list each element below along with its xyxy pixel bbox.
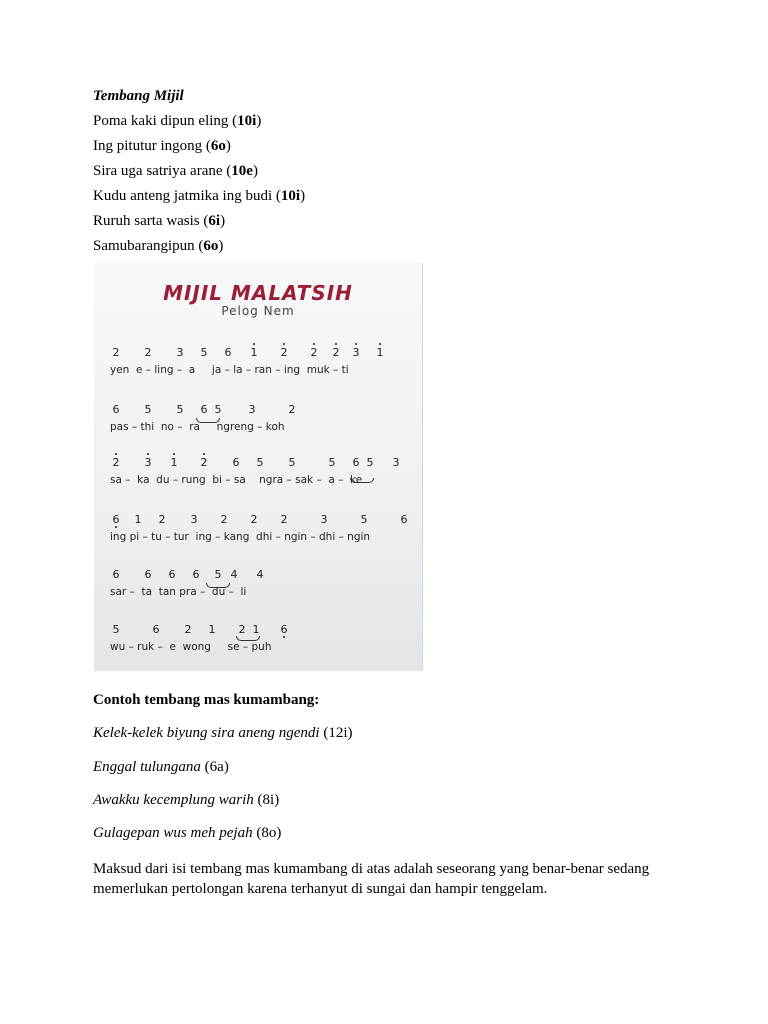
lyric-line: ing pi – tu – tur ing – kang dhi – ngin – dhi – ngin bbox=[110, 531, 371, 543]
notation-digit: 2 bbox=[158, 513, 166, 526]
notation-figure bbox=[94, 263, 423, 671]
notation-digit: 1 bbox=[208, 623, 216, 636]
verse-line: Ing pitutur ingong (6o) bbox=[93, 138, 231, 154]
notation-digit: 1 bbox=[248, 346, 260, 359]
notation-digit: 5 bbox=[288, 456, 296, 469]
verse-line: Ruruh sarta wasis (6i) bbox=[93, 213, 226, 229]
notation-digit: 2 bbox=[308, 346, 320, 359]
notation-digit: 6 bbox=[400, 513, 408, 526]
notation-digit: 2 bbox=[184, 623, 192, 636]
notation-digit: 5 bbox=[176, 403, 184, 416]
example-line: Enggal tulungana (6a) bbox=[93, 759, 229, 775]
notation-digit: 2 bbox=[198, 456, 210, 469]
notation-digit: 5 bbox=[112, 623, 120, 636]
verse-line: Samubarangipun (6o) bbox=[93, 238, 224, 254]
notation-digit: 2 bbox=[112, 346, 120, 359]
figure-subtitle: Pelog Nem bbox=[221, 304, 295, 318]
notation-digit: 5 bbox=[144, 403, 152, 416]
lyric-line: sar – ta tan pra – du – li bbox=[110, 586, 247, 598]
section-heading: Contoh tembang mas kumambang: bbox=[93, 692, 320, 708]
notation-digit: 5 bbox=[214, 568, 222, 581]
notation-digit: 6 bbox=[168, 568, 176, 581]
notation-digit: 6 bbox=[200, 403, 208, 416]
notation-digit: 2 bbox=[278, 346, 290, 359]
notation-digit: 2 bbox=[238, 623, 246, 636]
notation-digit: 3 bbox=[350, 346, 362, 359]
notation-digit: 6 bbox=[152, 623, 160, 636]
notation-digit: 4 bbox=[230, 568, 238, 581]
notation-digit: 2 bbox=[250, 513, 258, 526]
notation-digit: 3 bbox=[190, 513, 198, 526]
lyric-line: wu – ruk – e wong se – puh bbox=[110, 641, 272, 653]
notation-digit: 5 bbox=[200, 346, 208, 359]
notation-digit: 3 bbox=[176, 346, 184, 359]
example-line: Awakku kecemplung warih (8i) bbox=[93, 792, 280, 808]
example-line: Gulagepan wus meh pejah (8o) bbox=[93, 825, 282, 841]
notation-digit: 6 bbox=[352, 456, 360, 469]
notation-digit: 5 bbox=[256, 456, 264, 469]
notation-digit: 1 bbox=[374, 346, 386, 359]
notation-digit: 3 bbox=[392, 456, 400, 469]
notation-digit: 1 bbox=[252, 623, 260, 636]
lyric-line: pas – thi no – ra ngreng – koh bbox=[110, 421, 285, 433]
lyric-line: yen e – ling – a ja – la – ran – ing muk – ti bbox=[110, 364, 349, 376]
notation-digit: 6 bbox=[224, 346, 232, 359]
notation-digit: 2 bbox=[220, 513, 228, 526]
notation-digit: 6 bbox=[278, 623, 290, 636]
notation-digit: 4 bbox=[256, 568, 264, 581]
notation-digit: 5 bbox=[328, 456, 336, 469]
notation-digit: 3 bbox=[320, 513, 328, 526]
notation-digit: 2 bbox=[288, 403, 296, 416]
explanation-paragraph: Maksud dari isi tembang mas kumambang di atas adalah seseorang yang benar-benar sedang memerlukan pertolongan karena terhanyut di sungai dan hampir tenggelam. bbox=[93, 861, 650, 897]
example-line: Kelek-kelek biyung sira aneng ngendi (12i) bbox=[93, 725, 353, 741]
notation-digit: 2 bbox=[330, 346, 342, 359]
notation-digit: 6 bbox=[144, 568, 152, 581]
notation-digit: 5 bbox=[366, 456, 374, 469]
verse-line: Poma kaki dipun eling (10i) bbox=[93, 113, 262, 129]
notation-digit: 6 bbox=[112, 403, 120, 416]
notation-digit: 5 bbox=[360, 513, 368, 526]
verse-line: Sira uga satriya arane (10e) bbox=[93, 163, 258, 179]
notation-digit: 2 bbox=[110, 456, 122, 469]
section-title: Tembang Mijil bbox=[93, 88, 184, 104]
notation-digit: 1 bbox=[168, 456, 180, 469]
notation-digit: 6 bbox=[192, 568, 200, 581]
figure-title: MIJIL MALATSIH bbox=[163, 281, 353, 305]
notation-digit: 2 bbox=[280, 513, 288, 526]
notation-digit: 6 bbox=[110, 513, 122, 526]
notation-digit: 1 bbox=[134, 513, 142, 526]
notation-digit: 2 bbox=[144, 346, 152, 359]
notation-digit: 3 bbox=[248, 403, 256, 416]
lyric-line: sa – ka du – rung bi – sa ngra – sak – a – ke bbox=[110, 474, 363, 486]
notation-digit: 3 bbox=[142, 456, 154, 469]
notation-digit: 6 bbox=[232, 456, 240, 469]
verse-line: Kudu anteng jatmika ing budi (10i) bbox=[93, 188, 306, 204]
notation-digit: 6 bbox=[112, 568, 120, 581]
notation-digit: 5 bbox=[214, 403, 222, 416]
